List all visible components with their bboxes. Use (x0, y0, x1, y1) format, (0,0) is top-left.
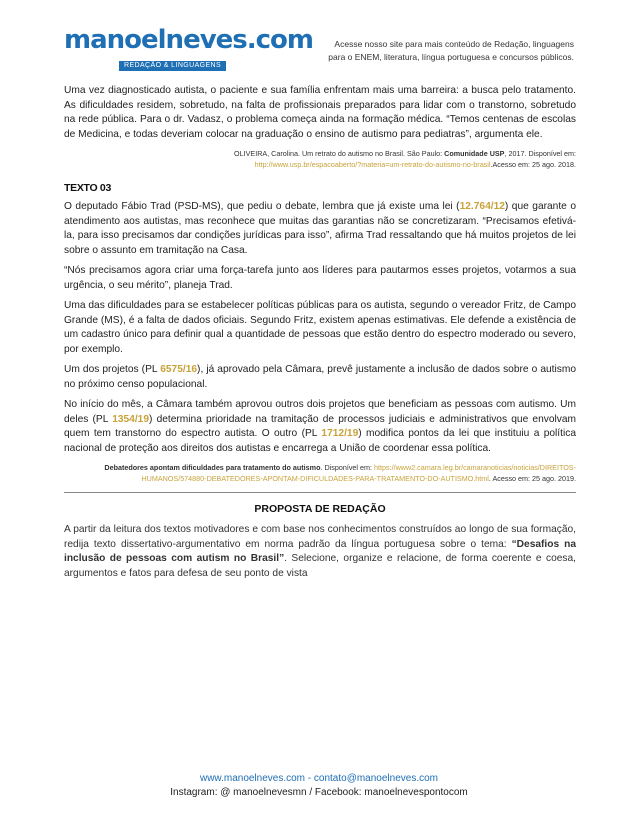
texto2-cite-access: .Acesso em: 25 ago. 2018. (490, 160, 576, 169)
logo-wordmark: manoelneves.com (64, 25, 313, 55)
main-content (64, 84, 576, 587)
texto3-p4-b: ), já aprovado pela Câmara, prevê justamente a inclusão de dados sobre o autismo no próximo censo populacional. (64, 364, 576, 390)
bill-1712-link[interactable]: 1712/19 (321, 428, 359, 439)
proposta-title: PROPOSTA DE REDAÇÃO (254, 503, 386, 515)
texto3-title: TEXTO 03 (64, 182, 112, 194)
proposta-section (64, 503, 576, 581)
texto3-cite-title: Debatedores apontam dificuldades para tratamento do autismo (104, 463, 321, 472)
texto2-cite-pre: OLIVEIRA, Carolina. Um retrato do autismo no Brasil. São Paulo: (234, 149, 445, 158)
texto3-p5-a: No início do mês, a Câmara também aprovou outros dois projetos que beneficiam as pessoas com autismo. Um deles (PL (64, 399, 576, 425)
texto3-cite-url[interactable]: https://www2.camara.leg.br/camaranoticias/noticias/DIREITOS-HUMANOS/574880-DEBATEDORES-APONTAM-DIFICULDADES-PARA-TRATAMENTO-DO-AUTISMO.html (141, 463, 576, 483)
bill-1354-link[interactable]: 1354/19 (112, 413, 150, 425)
header-note-line2: para o ENEM, literatura, língua portuguesa e concursos públicos. (328, 52, 574, 62)
texto3-p4-a: Um dos projetos (PL (64, 364, 161, 375)
texto3-citation (64, 462, 576, 484)
proposta-text-b: . Selecione, organize e relacione, de forma coerente e coesa, argumentos e fatos para defesa de seu ponto de vista (64, 553, 576, 579)
proposta-theme: “Desafios na inclusão de pessoas com autism no Brasil” (64, 538, 576, 564)
texto2-cite-post: , 2017. Disponível em: (504, 149, 576, 158)
logo-tagline: REDAÇÃO & LINGUAGENS (119, 61, 226, 71)
texto2-cite-url[interactable]: http://www.usp.br/espacoaberto/?materia=um-retrato-do-autismo-no-brasil (254, 160, 491, 169)
footer-social: Instagram: @ manoelnevesmn / Facebook: manoelnevespontocom (170, 787, 468, 798)
proposta-paragraph (64, 523, 576, 581)
texto2-paragraph: Uma vez diagnosticado autista, o paciente e sua família enfrentam mais uma barreira: a busca pelo tratamento. As dificuldades residem, sobretudo, na falta de profissionais preparados para lidar com o transtorno, sobretudo na rede pública. Para o dr. Vadasz, o problema começa ainda na formação médica. “Temos centenas de escolas de Medicina, e todas deveriam colocar na graduação o ensino de autismo para pediatras”, argumenta ele. (64, 85, 576, 140)
texto3-p5-b: ) determina prioridade na tramitação de processos judiciais e administrativos que envolvam quem tem transtorno do espectro autista. O outro (PL (64, 413, 577, 439)
texto3-paragraph-4 (64, 363, 576, 392)
section-divider (64, 492, 576, 493)
texto3-paragraph-2: “Nós precisamos agora criar uma força-tarefa junto aos líderes para pautarmos esses projetos, votarmos a sua urgência, o seu mérito”, planeja Trad. (64, 265, 576, 291)
bill-6575-link[interactable]: 6575/16 (160, 364, 198, 375)
texto3-paragraph-5 (64, 398, 576, 456)
proposta-text-a: A partir da leitura dos textos motivadores e com base nos conhecimentos construídos ao longo de sua formação, redija texto dissertativo-argumentativo em norma padrão da língua portuguesa sobre o tema: (64, 524, 576, 550)
texto3-paragraph-1 (64, 200, 576, 258)
texto2-citation (64, 148, 576, 170)
footer-links[interactable]: www.manoelneves.com - contato@manoelneves.com (199, 773, 439, 784)
law-number-link[interactable]: 12.764/12 (459, 201, 505, 212)
texto3-p5-c: ) modifica pontos da lei que instituiu a política nacional de proteção aos direitos dos autistas e encarrega a União de coordenar essa política. (64, 428, 576, 454)
site-logo[interactable] (64, 25, 313, 70)
texto2-cite-source: Comunidade USP (444, 149, 505, 158)
header-note (324, 38, 574, 64)
texto3-paragraph-3: Uma das dificuldades para se estabelecer políticas públicas para os autista, segundo o vereador Fritz, de Campo Grande (MS), é a falta de dados oficiais. Segundo Fritz, existem apenas estimativas. Ele defende a existência de um cadastro único para definir qual a quantidade de pessoas que estão dentro do espectro moderado ou severo, por exemplo. (64, 300, 576, 355)
page-footer (0, 772, 638, 800)
texto3-p1-a: O deputado Fábio Trad (PSD-MS), que pediu o debate, lembra que já existe uma lei ( (64, 201, 460, 212)
texto3-p1-b: ) que garante o atendimento aos autistas, mas reconhece que muitas das garantias não se concretizaram. “Precisamos efetivá-la, para isso precisamos dar condições jurídicas para isso”, afirma Trad ressaltando que há muitos projetos de lei sobre o assunto em tramitação na Casa. (64, 201, 576, 256)
header-note-line1: Acesse nosso site para mais conteúdo de Redação, linguagens (334, 39, 574, 49)
texto3-cite-mid: . Disponível em: (320, 463, 374, 472)
texto3-cite-access: . Acesso em: 25 ago. 2019. (488, 474, 576, 483)
